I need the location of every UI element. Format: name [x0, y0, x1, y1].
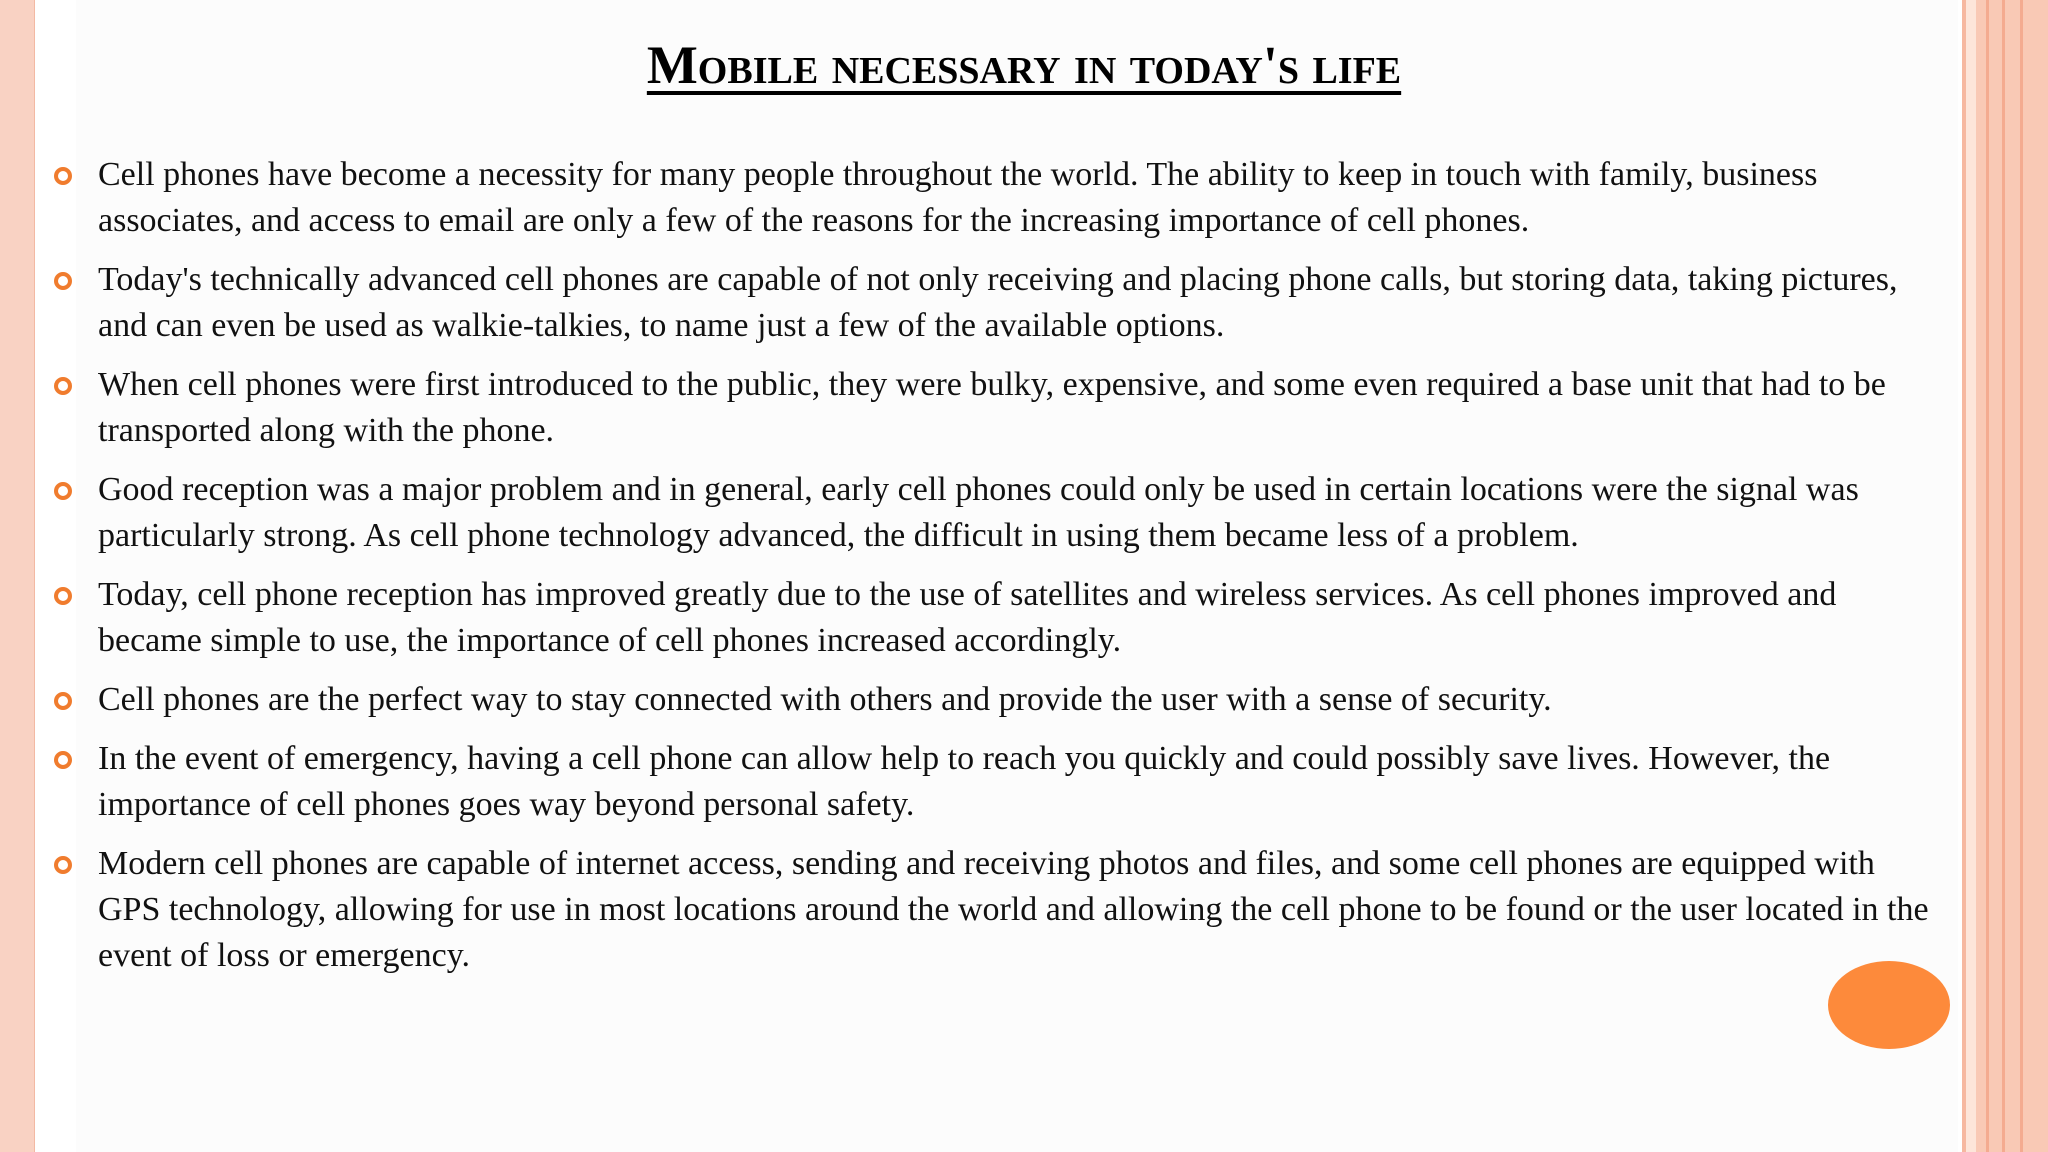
hollow-circle-bullet-icon [54, 856, 72, 874]
bullet-text: Today, cell phone reception has improved greatly due to the use of satellites and wireless services. As cell phones improved and became simple to use, the importance of cell phones increased accordingly. [98, 576, 1837, 659]
bullet-text: Today's technically advanced cell phones are capable of not only receiving and placing phone calls, but storing data, taking pictures, and can even be used as walkie-talkies, to name just a few of the available options. [98, 261, 1898, 344]
bullet-text: Modern cell phones are capable of internet access, sending and receiving photos and files, and some cell phones are equipped with GPS technology, allowing for use in most locations around the world and allowing the cell phone to be found or the user located in the event of loss or emergency. [98, 845, 1929, 974]
right-border-frame [1962, 0, 2048, 1152]
hollow-circle-bullet-icon [54, 751, 72, 769]
bullet-list [52, 152, 1932, 992]
hollow-circle-bullet-icon [54, 587, 72, 605]
bullet-item [52, 257, 1932, 349]
bullet-item [52, 152, 1932, 244]
hollow-circle-bullet-icon [54, 272, 72, 290]
bullet-item [52, 841, 1932, 979]
slide-title-text: Mobile necessary in today's life [646, 35, 1402, 95]
hollow-circle-bullet-icon [54, 167, 72, 185]
bullet-item [52, 677, 1932, 723]
bullet-text: When cell phones were first introduced to the public, they were bulky, expensive, and some even required a base unit that had to be transported along with the phone. [98, 366, 1886, 449]
left-border-frame [0, 0, 35, 1152]
hollow-circle-bullet-icon [54, 482, 72, 500]
bullet-text: Good reception was a major problem and in general, early cell phones could only be used in certain locations were the signal was particularly strong. As cell phone technology advanced, the difficult in using them became less of a problem. [98, 471, 1859, 554]
bullet-item [52, 467, 1932, 559]
bullet-text: Cell phones are the perfect way to stay connected with others and provide the user with a sense of security. [98, 681, 1552, 718]
bullet-item [52, 362, 1932, 454]
bullet-text: Cell phones have become a necessity for many people throughout the world. The ability to keep in touch with family, business associates, and access to email are only a few of the reasons for the increasing importance of cell phones. [98, 156, 1818, 239]
orange-oval-decoration [1828, 961, 1950, 1049]
slide-title [0, 36, 2048, 95]
bullet-item [52, 736, 1932, 828]
hollow-circle-bullet-icon [54, 692, 72, 710]
bullet-item [52, 572, 1932, 664]
hollow-circle-bullet-icon [54, 377, 72, 395]
bullet-text: In the event of emergency, having a cell phone can allow help to reach you quickly and could possibly save lives. However, the importance of cell phones goes way beyond personal safety. [98, 740, 1831, 823]
